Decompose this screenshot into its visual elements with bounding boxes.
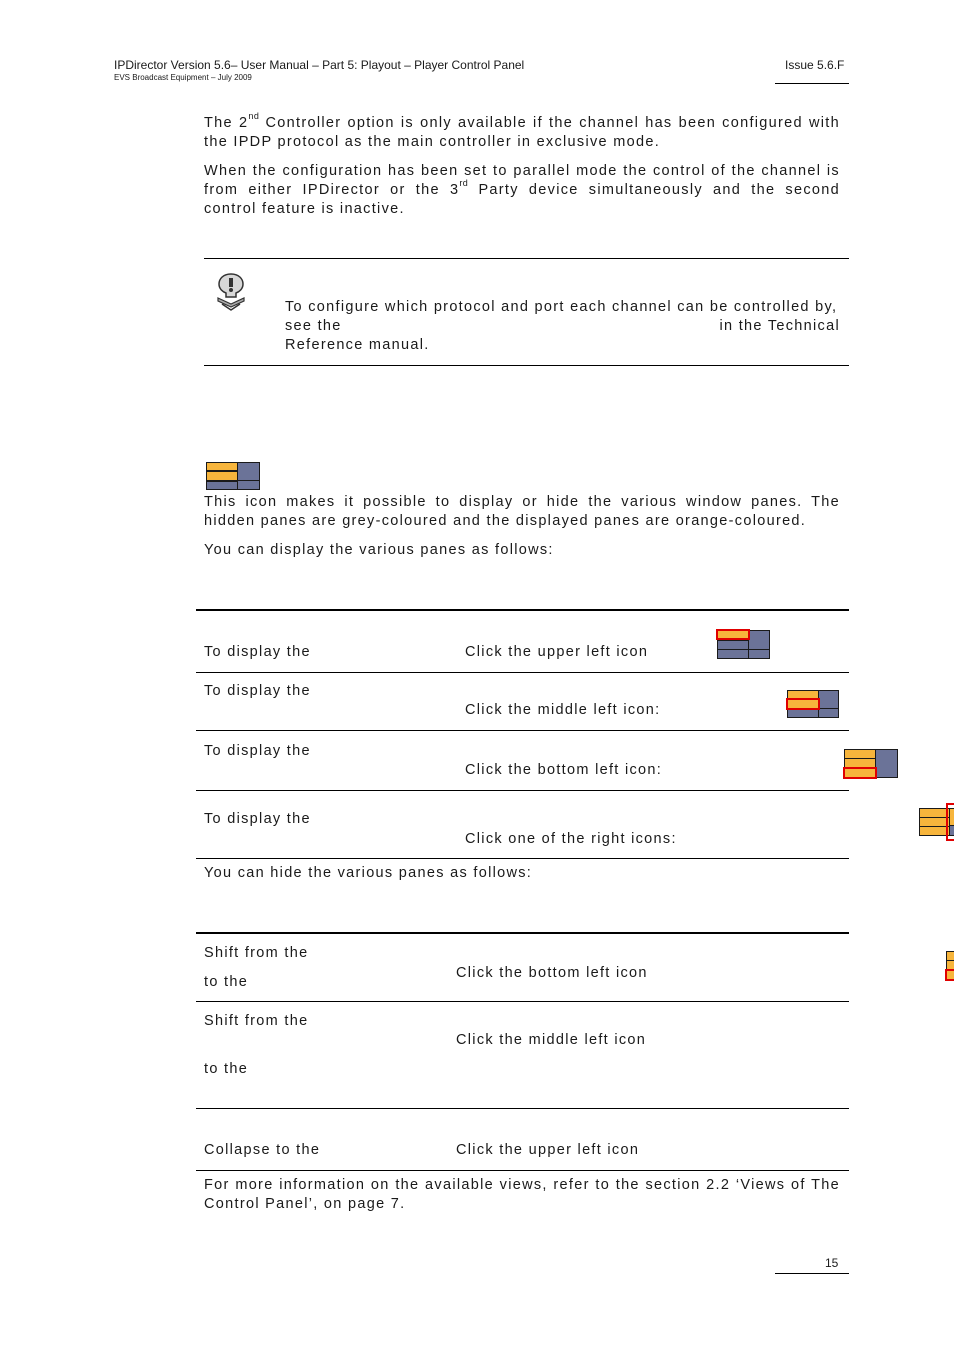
display-row-2-action: Click the middle left icon: — [465, 702, 661, 718]
display-row-1-label: To display the — [204, 644, 311, 660]
display-row-3-action: Click the bottom left icon: — [465, 762, 663, 778]
hide-table-top-rule — [196, 932, 849, 934]
intro-p2-text-b: Party device simultaneously and the second control feature is inactive. — [204, 182, 840, 217]
intro-p1-sup: nd — [248, 111, 260, 122]
intro-p2-text-a: When the configuration has been set to parallel mode the control of the channel is from either IPDirector or the 3 — [204, 163, 840, 198]
hide-intro: You can hide the various panes as follows: — [204, 865, 533, 881]
intro-p1-text-b: Controller option is only available if the channel has been configured with the IPDP protocol as the main controller in exclusive mode. — [204, 115, 840, 150]
hide-row-3-label: Collapse to the — [204, 1142, 321, 1158]
hide-row-2-action: Click the middle left icon — [456, 1032, 647, 1048]
hide-row-3-action: Click the upper left icon — [456, 1142, 640, 1158]
hide-row-rule-2 — [196, 1108, 849, 1109]
display-row-4-label: To display the — [204, 811, 311, 827]
more-info-paragraph: For more information on the available views, refer to the section 2.2 ‘Views of The Control Panel’, on page 7. — [204, 1177, 840, 1212]
display-row-1-action: Click the upper left icon — [465, 644, 649, 660]
display-row-rule-1 — [196, 672, 849, 673]
display-table-bottom-rule — [196, 858, 849, 859]
intro-p2-sup: rd — [459, 178, 469, 189]
hide-row-2-label-2: to the — [204, 1061, 249, 1077]
note-bottom-rule — [204, 365, 849, 366]
hide-row-1-label-1: Shift from the — [204, 945, 309, 961]
display-row-4-action: Click one of the right icons: — [465, 831, 677, 847]
note-line-3: Reference manual. — [285, 337, 430, 353]
intro-paragraph-2 — [204, 162, 840, 219]
upper-left-pane-icon[interactable] — [717, 630, 770, 659]
header-rule — [775, 83, 849, 84]
hide-row-2-label-1: Shift from the — [204, 1013, 309, 1029]
warning-note-icon — [214, 272, 248, 312]
middle-left-pane-icon[interactable] — [787, 690, 839, 718]
note-line-1: To configure which protocol and port each channel can be controlled by, — [285, 299, 838, 315]
hide-row-1-action: Click the bottom left icon — [456, 965, 648, 981]
intro-paragraph-1 — [204, 111, 840, 152]
hide-table-bottom-rule — [196, 1170, 849, 1171]
header-subtitle: EVS Broadcast Equipment – July 2009 — [114, 73, 252, 82]
header-issue: Issue 5.6.F — [785, 58, 845, 72]
intro-p1-text-a: The 2 — [204, 115, 249, 131]
display-table-top-rule — [196, 609, 849, 611]
pane-layout-icon[interactable] — [206, 462, 260, 490]
header-title: IPDirector Version 5.6– User Manual – Part 5: Playout – Player Control Panel — [114, 58, 525, 72]
note-text — [285, 298, 840, 355]
hide-bottom-left-pane-icon[interactable] — [946, 951, 954, 980]
bottom-left-pane-icon[interactable] — [844, 749, 898, 778]
hide-row-rule-1 — [196, 1001, 849, 1002]
page-number: 15 — [825, 1256, 839, 1270]
display-intro: You can display the various panes as follows: — [204, 542, 554, 558]
panes-description: This icon makes it possible to display or hide the various window panes. The hidden panes are grey-coloured and the displayed panes are orange-coloured. — [204, 494, 840, 529]
display-row-3-label: To display the — [204, 743, 311, 759]
note-line-2-a: see the — [285, 318, 342, 334]
display-row-rule-2 — [196, 730, 849, 731]
note-line-2-b: in the Technical — [719, 318, 840, 334]
note-line-2 — [285, 317, 840, 336]
note-top-rule — [204, 258, 849, 259]
display-row-rule-3 — [196, 790, 849, 791]
footer-rule — [775, 1273, 849, 1274]
display-row-2-label: To display the — [204, 683, 311, 699]
right-pane-icon[interactable] — [919, 805, 954, 839]
hide-row-1-label-2: to the — [204, 974, 249, 990]
